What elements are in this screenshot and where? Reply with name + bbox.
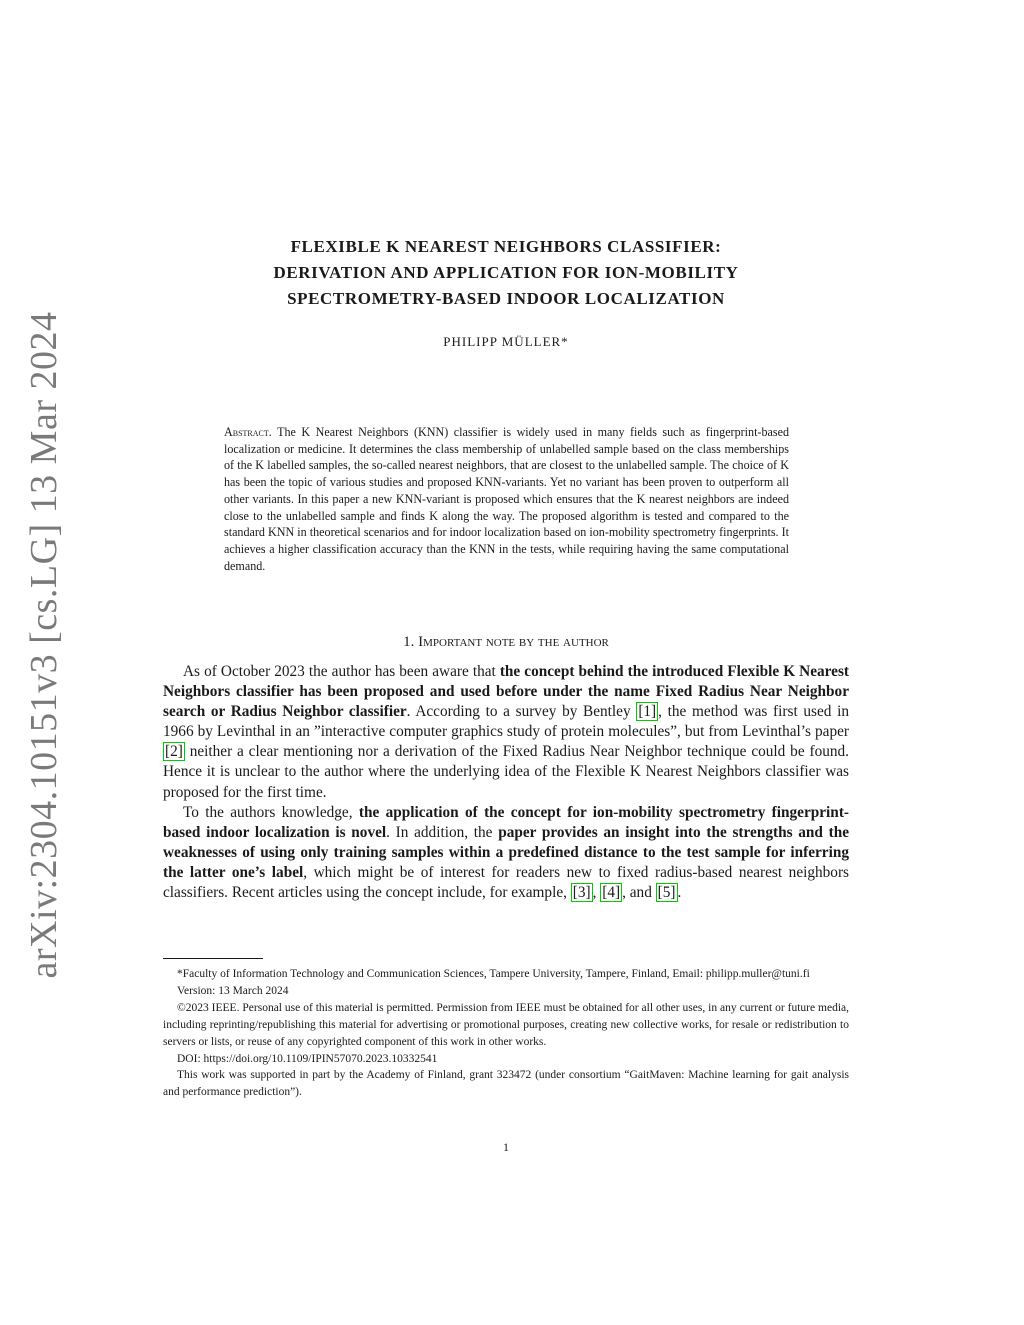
p2-text-1: To the authors knowledge,	[183, 803, 359, 821]
p1-text-2: . According to a survey by Bentley	[406, 703, 637, 721]
p2-text-4: ,	[592, 884, 601, 902]
p1-text-3: , the method was first used in 1966 by Levinthal in an ”interactive computer graphics study of protein molecules”, but from Levinthal’s paper	[163, 703, 849, 741]
p2-bold-2: paper provides an insight into the strengths and the weaknesses of using only training samples within a predefined distance to the test sample for inferring the latter one’s label	[163, 823, 849, 881]
section-heading	[162, 634, 850, 651]
title-line-3: SPECTROMETRY-BASED INDOOR LOCALIZATION	[287, 289, 725, 308]
abstract	[224, 424, 789, 574]
p2-text-6: .	[677, 884, 682, 902]
p1-text-4: neither a clear mentioning nor a derivation of the Fixed Radius Near Neighbor technique could be found. Hence it is unclear to the author where the underlying idea of the Flexible K Nearest Neighbors classifier was proposed for the first time.	[163, 743, 849, 801]
p2-text-3: , which might be of interest for readers new to fixed radius-based nearest neighbors classifiers. Recent articles using the concept include, for example,	[163, 863, 849, 902]
paragraph-1	[163, 662, 849, 803]
p2-text-5: , and	[622, 884, 656, 902]
footnote-divider	[163, 958, 263, 959]
paragraph-2	[163, 803, 849, 903]
p2-text-2: . In addition, the	[386, 823, 499, 841]
citation-4[interactable]: [4]	[602, 884, 621, 902]
p1-text-1: As of October 2023 the author has been aware that	[183, 663, 500, 680]
footnote-funding: This work was supported in part by the Academy of Finland, grant 323472 (under consortium “GaitMaven: Machine learning for gait analysis and performance prediction”).	[163, 1069, 849, 1099]
footnote-copyright: ©2023 IEEE. Personal use of this material is permitted. Permission from IEEE must be obtained for all other uses, in any current or future media, including reprinting/republishing this material for advertising or promotional purposes, creating new collective works, for resale or redistribution to servers or lists, or reuse of any copyrighted component of this work in other works.	[163, 1001, 849, 1048]
citation-1[interactable]: [1]	[638, 703, 657, 721]
abstract-text: The K Nearest Neighbors (KNN) classifier is widely used in many fields such as fingerprint-based localization or medicine. It determines the class membership of unlabelled sample based on the class memberships of the K labelled samples, the so-called nearest neighbors, that are closest to the unlabelled sample. The choice of K has been the topic of various studies and proposed KNN-variants. Yet no variant has been proven to outperform all other variants. In this paper a new KNN-variant is proposed which ensures that the K nearest neighbors are indeed close to the unlabelled sample and finds K along the way. The proposed algorithm is tested and compared to the standard KNN in theoretical scenarios and for indoor localization based on ion-mobility spectrometry fingerprints. It achieves a higher classification accuracy than the KNN in the tests, while requiring having the same computational demand.	[224, 425, 789, 573]
footnote-version: Version: 13 March 2024	[177, 984, 289, 997]
p1-bold-1: the concept behind the introduced Flexible K Nearest Neighbors classifier has been proposed and used before under the name Fixed Radius Near Neighbor search or Radius Neighbor classifier	[163, 663, 849, 721]
citation-5[interactable]: [5]	[657, 884, 676, 902]
abstract-label: Abstract.	[224, 425, 272, 439]
section-title: Important note by the author	[418, 634, 609, 650]
page-number: 1	[503, 1140, 509, 1154]
section-body	[163, 662, 849, 903]
section-number: 1.	[403, 634, 415, 650]
author-name: PHILIPP MÜLLER*	[443, 334, 569, 349]
arxiv-identifier: arXiv:2304.10151v3 [cs.LG] 13 Mar 2024	[23, 311, 65, 979]
title-line-2: DERIVATION AND APPLICATION FOR ION-MOBILITY	[273, 263, 739, 282]
p2-bold-1: the application of the concept for ion-mobility spectrometry fingerprint-based indoor localization is novel	[163, 803, 850, 841]
footnote-doi[interactable]: DOI: https://doi.org/10.1109/IPIN57070.2023.10332541	[177, 1052, 438, 1065]
footnotes	[163, 966, 849, 1101]
arxiv-sidebar-stamp	[0, 0, 90, 1325]
paper-title	[162, 234, 850, 312]
citation-2[interactable]: [2]	[165, 743, 183, 761]
title-line-1: FLEXIBLE K NEAREST NEIGHBORS CLASSIFIER:	[290, 237, 722, 256]
citation-3[interactable]: [3]	[572, 884, 591, 902]
footnote-affiliation: *Faculty of Information Technology and Communication Sciences, Tampere University, Tampere, Finland, Email: philipp.muller@tuni.fi	[177, 968, 810, 980]
